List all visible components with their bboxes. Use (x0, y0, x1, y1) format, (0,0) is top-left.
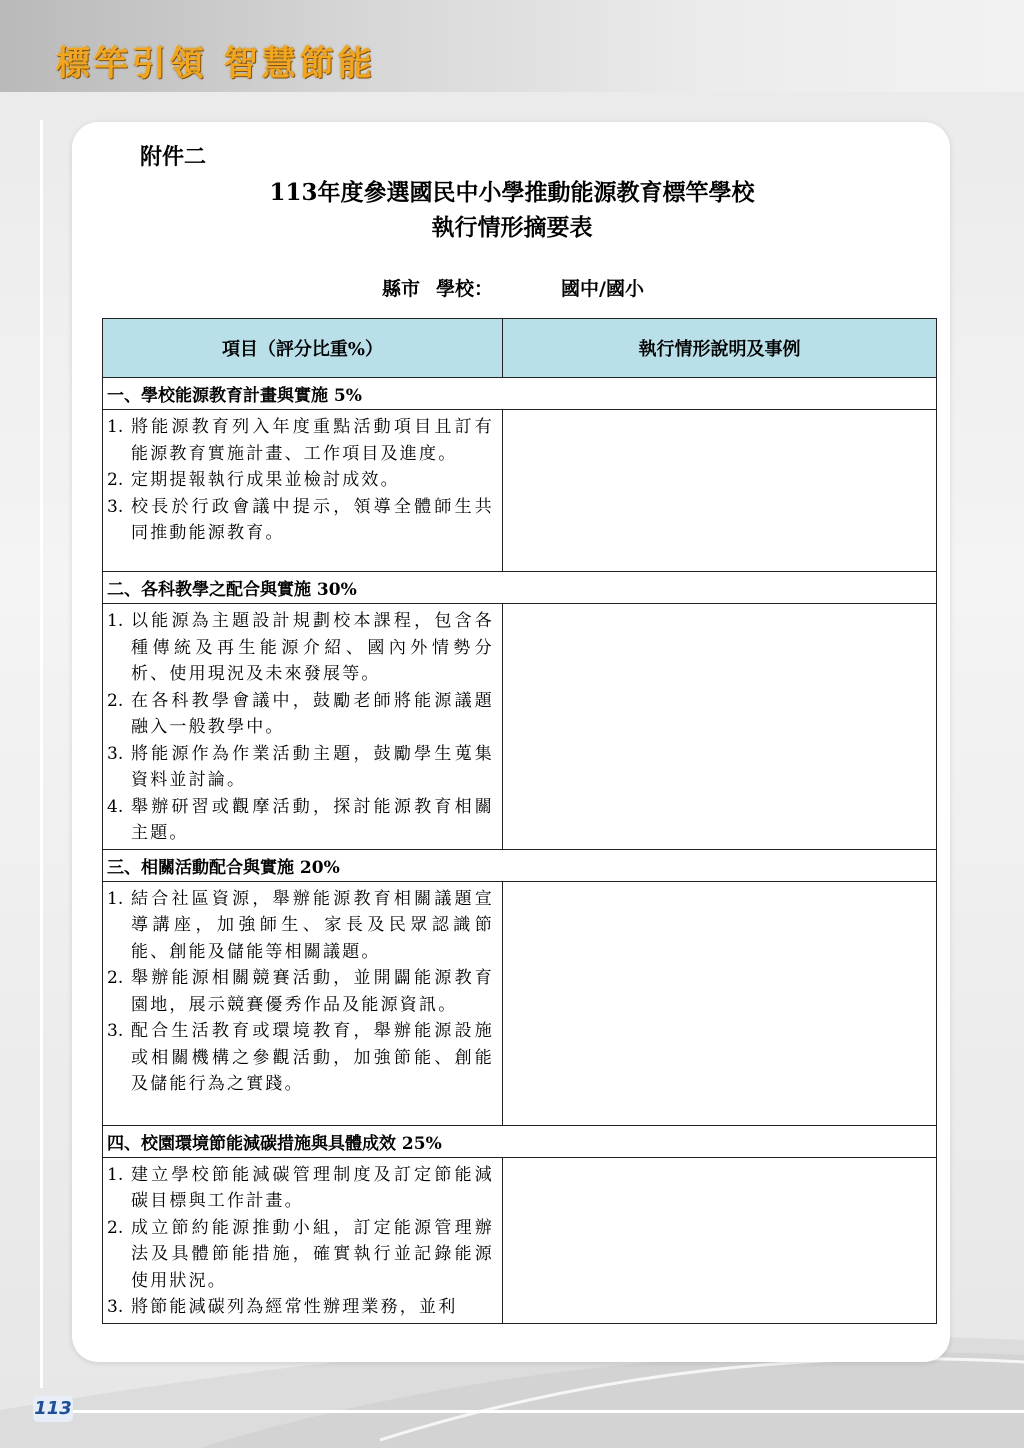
list-item (107, 741, 494, 794)
list-item (107, 467, 494, 494)
item-number: 2. (107, 1217, 124, 1238)
item-text: 將節能減碳列為經常性辦理業務，並利 (131, 1297, 458, 1317)
item-text: 配合生活教育或環境教育，舉辦能源設施或相關機構之參觀活動，加強節能、創能及儲能行為之實踐。 (131, 1021, 494, 1094)
column-header-description: 執行情形說明及事例 (503, 319, 937, 378)
item-text: 舉辦研習或觀摩活動，探討能源教育相關主題。 (131, 796, 494, 843)
item-number: 1. (107, 1164, 124, 1185)
list-item (107, 794, 494, 847)
criteria-cell (103, 410, 503, 572)
criteria-cell (103, 881, 503, 1125)
item-text: 建立學校節能減碳管理制度及訂定節能減碳目標與工作計畫。 (131, 1164, 494, 1211)
item-number: 1. (107, 611, 124, 631)
school-level-label: 國中/國小 (561, 278, 644, 300)
item-number: 2. (107, 968, 124, 988)
table-row (103, 410, 937, 572)
item-text: 校長於行政會議中提示，領導全體師生共同推動能源教育。 (131, 496, 494, 543)
list-item (107, 886, 494, 966)
list-item (107, 1294, 494, 1321)
item-text: 舉辦能源相關競賽活動，並開闢能源教育園地，展示競賽優秀作品及能源資訊。 (131, 968, 494, 1015)
list-item (107, 1018, 494, 1098)
header-slogan: 標竿引領 智慧節能 (56, 44, 376, 84)
criteria-cell (103, 604, 503, 850)
description-input-cell[interactable] (503, 1157, 937, 1323)
list-item (107, 494, 494, 547)
item-number: 1. (107, 888, 124, 909)
item-number: 4. (107, 796, 124, 817)
page-number: 113 (33, 1396, 73, 1422)
item-text: 以能源為主題設計規劃校本課程，包含各種傳統及再生能源介紹、國內外情勢分析、使用現況及未來發展等。 (131, 611, 494, 684)
list-item (107, 608, 494, 688)
school-info-line (382, 274, 644, 301)
criteria-cell (103, 1157, 503, 1323)
section-title: 三、相關活動配合與實施 20% (103, 849, 937, 881)
section-row (103, 572, 937, 604)
item-text: 在各科教學會議中，鼓勵老師將能源議題融入一般教學中。 (131, 690, 494, 737)
column-header-item: 項目（評分比重%） (103, 319, 503, 378)
table-header-row (103, 319, 937, 378)
list-item (107, 414, 494, 467)
section-title: 一、學校能源教育計畫與實施 5% (103, 378, 937, 410)
document-subtitle: 執行情形摘要表 (431, 214, 593, 241)
item-number: 3. (107, 496, 124, 517)
item-number: 2. (107, 470, 124, 490)
item-number: 1. (107, 417, 124, 437)
bottom-border-line (40, 1410, 1024, 1413)
table-row (103, 881, 937, 1125)
school-label: 學校： (436, 278, 494, 300)
item-text: 結合社區資源，舉辦能源教育相關議題宣導講座，加強師生、家長及民眾認識節能、創能及儲能等相關議題。 (131, 888, 494, 962)
section-title: 四、校園環境節能減碳措施與具體成效 25% (103, 1125, 937, 1157)
item-text: 將能源教育列入年度重點活動項目且訂有能源教育實施計畫、工作項目及進度。 (131, 417, 494, 464)
section-row (103, 1125, 937, 1157)
attachment-label: 附件二 (140, 144, 207, 170)
list-item (107, 688, 494, 741)
list-item (107, 1162, 494, 1215)
item-number: 2. (107, 690, 124, 711)
document-title: 113年度參選國民中小學推動能源教育標竿學校 (269, 179, 755, 206)
item-text: 將能源作為作業活動主題，鼓勵學生蒐集資料並討論。 (131, 743, 494, 790)
left-border-line (40, 120, 43, 1388)
section-row (103, 849, 937, 881)
table-row (103, 1157, 937, 1323)
table-row (103, 604, 937, 850)
item-text: 成立節約能源推動小組，訂定能源管理辦法及具體節能措施，確實執行並記錄能源使用狀況。 (131, 1217, 494, 1291)
summary-table (102, 318, 937, 1324)
item-number: 3. (107, 1021, 124, 1041)
item-number: 3. (107, 743, 124, 764)
list-item (107, 1215, 494, 1295)
section-row (103, 378, 937, 410)
description-input-cell[interactable] (503, 604, 937, 850)
city-label: 縣市 (382, 278, 421, 300)
item-number: 3. (107, 1297, 124, 1317)
description-input-cell[interactable] (503, 410, 937, 572)
section-title: 二、各科教學之配合與實施 30% (103, 572, 937, 604)
description-input-cell[interactable] (503, 881, 937, 1125)
list-item (107, 965, 494, 1018)
item-text: 定期提報執行成果並檢討成效。 (131, 470, 400, 490)
